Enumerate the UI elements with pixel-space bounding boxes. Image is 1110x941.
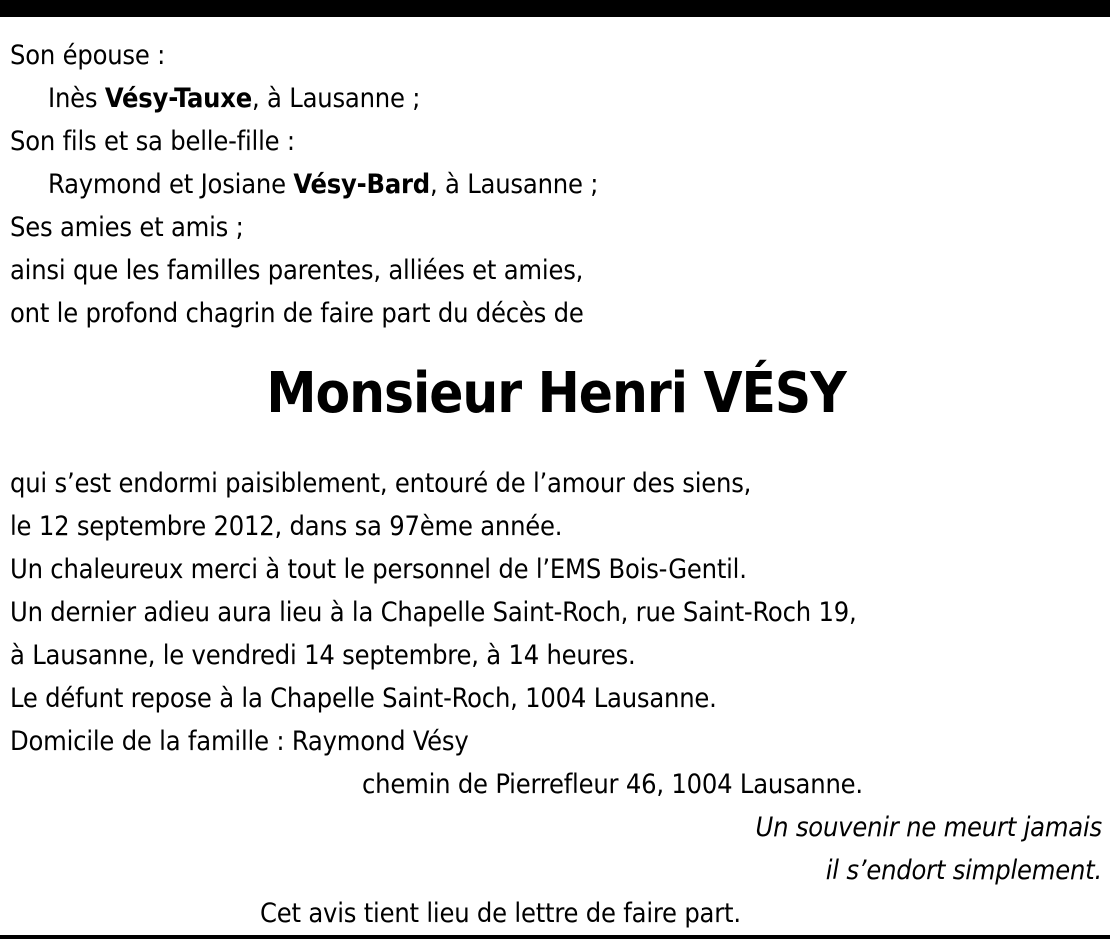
body-line-2: le 12 septembre 2012, dans sa 97ème année. (10, 511, 563, 542)
motto-line-2: il s’endort simplement. (825, 855, 1102, 886)
body-line-3: Un chaleureux merci à tout le personnel de l’EMS Bois-Gentil. (10, 554, 747, 585)
son-line (10, 163, 1102, 206)
body-line-5: à Lausanne, le vendredi 14 septembre, à 14 heures. (10, 640, 636, 671)
death-notice (10, 34, 1102, 935)
son-label: Son fils et sa belle-fille : (10, 126, 295, 157)
bottom-rule (0, 935, 1110, 939)
chagrin-line: ont le profond chagrin de faire part du décès de (10, 298, 584, 329)
top-rule (0, 0, 1110, 17)
son-surname: Vésy-Bard (293, 169, 430, 200)
son-place: , à Lausanne ; (430, 169, 599, 200)
spouse-label: Son épouse : (10, 40, 166, 71)
spouse-surname: Vésy-Tauxe (104, 83, 253, 114)
families-line: ainsi que les familles parentes, alliées et amies, (10, 255, 584, 286)
family-address: chemin de Pierrefleur 46, 1004 Lausanne. (362, 769, 863, 800)
body-line-4: Un dernier adieu aura lieu à la Chapelle Saint-Roch, rue Saint-Roch 19, (10, 597, 857, 628)
family-domicile: Domicile de la famille : Raymond Vésy (10, 726, 469, 757)
motto-line-1: Un souvenir ne meurt jamais (755, 812, 1102, 843)
spouse-first-name: Inès (48, 83, 105, 114)
friends-line: Ses amies et amis ; (10, 212, 244, 243)
body-line-6: Le défunt repose à la Chapelle Saint-Roch, 1004 Lausanne. (10, 683, 717, 714)
spouse-line (10, 77, 1102, 120)
body-line-1: qui s’est endormi paisiblement, entouré de l’amour des siens, (10, 468, 752, 499)
son-first-names: Raymond et Josiane (48, 169, 294, 200)
deceased-name: Monsieur Henri VÉSY (266, 361, 846, 426)
closing-line: Cet avis tient lieu de lettre de faire part. (260, 898, 741, 929)
spouse-place: , à Lausanne ; (252, 83, 421, 114)
